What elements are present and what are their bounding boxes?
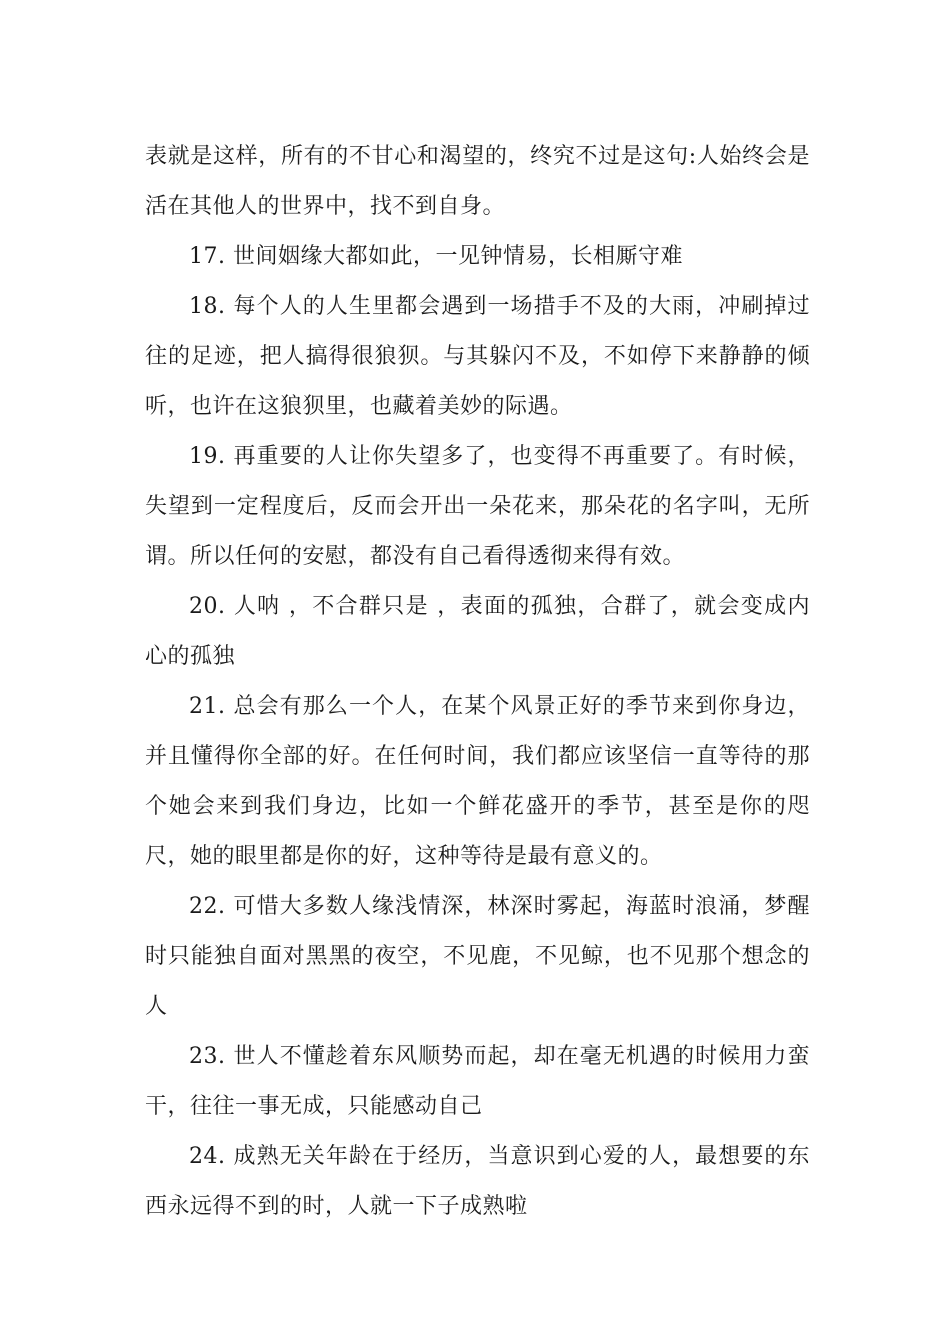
paragraph-19: 19. 再重要的人让你失望多了，也变得不再重要了。有时候，失望到一定程度后，反而会开出一朵花来，那朵花的名字叫，无所谓。所以任何的安慰，都没有自己看得透彻来得有效。 xyxy=(145,444,810,569)
document-body xyxy=(145,132,810,1232)
paragraph-24: 24. 成熟无关年龄在于经历，当意识到心爱的人，最想要的东西永远得不到的时，人就一下子成熟啦 xyxy=(145,1144,810,1219)
paragraph-continuation: 表就是这样，所有的不甘心和渴望的，终究不过是这句:人始终会是活在其他人的世界中，找不到自身。 xyxy=(145,144,810,219)
paragraph-20: 20. 人呐 ，不合群只是 ，表面的孤独，合群了，就会变成内心的孤独 xyxy=(145,594,810,669)
paragraph-21: 21. 总会有那么一个人，在某个风景正好的季节来到你身边，并且懂得你全部的好。在任何时间，我们都应该坚信一直等待的那个她会来到我们身边，比如一个鲜花盛开的季节，甚至是你的咫尺，她的眼里都是你的好，这种等待是最有意义的。 xyxy=(145,694,810,869)
paragraph-23: 23. 世人不懂趁着东风顺势而起，却在毫无机遇的时候用力蛮干，往往一事无成，只能感动自己 xyxy=(145,1044,810,1119)
paragraph-22: 22. 可惜大多数人缘浅情深，林深时雾起，海蓝时浪涌，梦醒时只能独自面对黑黑的夜空，不见鹿，不见鲸，也不见那个想念的人 xyxy=(145,894,810,1019)
paragraph-17: 17. 世间姻缘大都如此，一见钟情易，长相厮守难 xyxy=(189,244,683,269)
paragraph-18: 18. 每个人的人生里都会遇到一场措手不及的大雨，冲刷掉过往的足迹，把人搞得很狼狈。与其躲闪不及，不如停下来静静的倾听，也许在这狼狈里，也藏着美妙的际遇。 xyxy=(145,294,810,419)
